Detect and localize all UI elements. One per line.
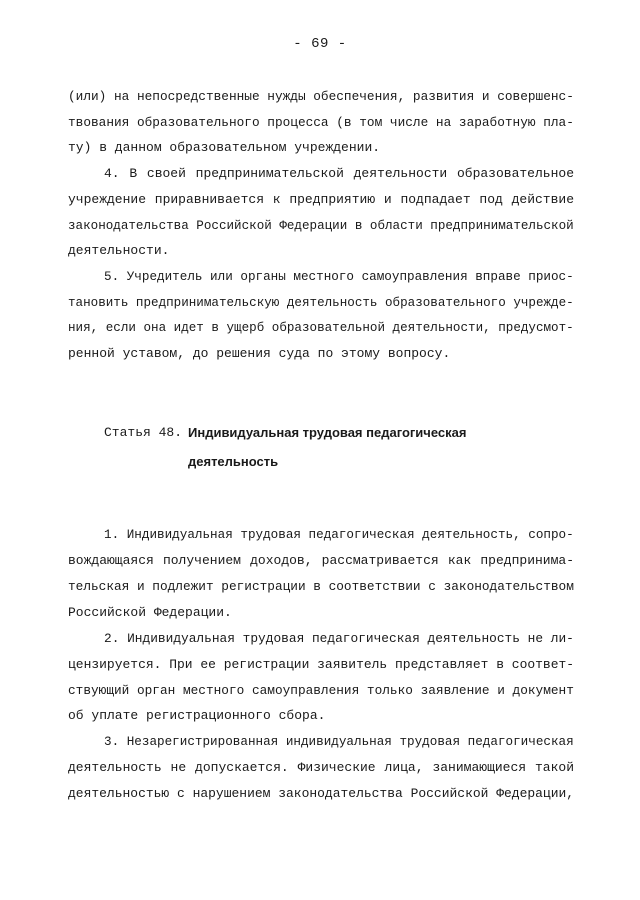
text-line: 3. Незарегистрированная индивидуальная трудовая педагогическая [104,734,574,749]
text-line: ния, если она идет в ущерб образовательной деятельности, предусмот- [68,320,574,335]
text-line: (или) на непосредственные нужды обеспечения, развития и совершенс- [68,89,574,104]
text-line: законодательства Российской Федерации в области предпринимательской [68,218,574,233]
page-number: - 69 - [293,36,347,52]
text-line: деятельностью с нарушением законодательства Российской Федерации, [68,786,575,801]
text-line: вождающаяся получением доходов, рассматривается как предпринима- [68,553,574,568]
text-line: учреждение приравнивается к предприятию и подпадает под действие [68,192,574,207]
text-line: тановить предпринимательскую деятельность образовательного учрежде- [68,295,574,310]
text-line: твования образовательного процесса (в том числе на заработную пла- [68,115,574,130]
text-line: ту) в данном образовательном учреждении. [68,140,381,155]
article-title-continuation: деятельность [188,454,279,469]
text-line: 2. Индивидуальная трудовая педагогическая деятельность не ли- [104,631,574,646]
text-line: об уплате регистрационного сбора. [68,708,326,723]
text-line: тельская и подлежит регистрации в соответствии с законодательством [68,579,574,594]
text-line: 1. Индивидуальная трудовая педагогическая деятельность, сопро- [104,527,574,542]
text-line: деятельность не допускается. Физические лица, занимающиеся такой [68,760,574,775]
text-line: цензируется. При ее регистрации заявитель представляет в соответ- [68,657,575,672]
text-line: деятельности. [68,243,170,258]
text-line: Российской Федерации. [68,605,232,620]
text-line: 4. В своей предпринимательской деятельности образовательное [104,166,574,181]
text-line: ствующий орган местного самоуправления только заявление и документ [68,683,574,698]
text-line: ренной уставом, до решения суда по этому вопросу. [68,346,451,361]
article-title: Индивидуальная трудовая педагогическая [188,425,467,440]
text-line: 5. Учредитель или органы местного самоуправления вправе приос- [104,269,574,284]
article-number: Статья 48. [104,425,183,440]
